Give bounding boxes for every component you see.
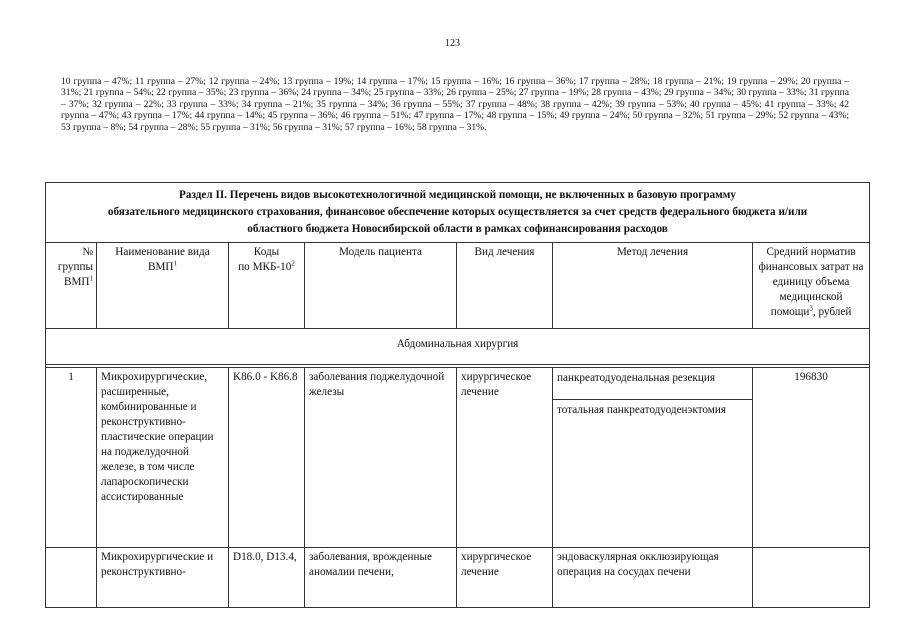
row-number	[46, 548, 97, 608]
header-patient-model: Модель пациента	[305, 243, 457, 329]
section-title-line-1: Раздел II. Перечень видов высокотехнологичной медицинской помощи, не включенных в базовую программу	[179, 189, 736, 201]
row-vmp-name: Микрохирургические и реконструктивно-	[97, 548, 229, 608]
header-group-number-vmp: ВМП	[64, 276, 90, 288]
header-group-number-sign: №	[82, 246, 93, 258]
header-cost-text: Средний норматив финансовых затрат на единицу объема медицинской помощи	[758, 246, 864, 318]
section-title-row	[46, 183, 870, 243]
row-cost: 196830	[753, 368, 870, 548]
table-row	[46, 548, 870, 608]
subsection-row	[46, 329, 870, 365]
row-icd-codes: D18.0, D13.4,	[229, 548, 305, 608]
row-patient-model: заболевания, врожденные аномалии печени,	[305, 548, 457, 608]
header-vmp-name-line-2: ВМП	[148, 261, 174, 273]
footnote-ref: 2	[291, 259, 295, 268]
footnote-ref: 1	[89, 274, 93, 283]
header-cost-tail: , рублей	[812, 306, 852, 318]
header-vmp-name-line-1: Наименование вида	[115, 246, 210, 258]
header-cost	[753, 243, 870, 329]
header-treatment-method: Метод лечения	[553, 243, 753, 329]
row-icd-codes: K86.0 - K86.8	[229, 368, 305, 548]
section-title	[46, 183, 870, 243]
row-treatment-methods	[553, 368, 753, 548]
row-vmp-name: Микрохирургические, расширенные, комбинированные и реконструктивно-пластические операции на поджелудочной железе, в том числе лапароскопически ассистированные	[97, 368, 229, 548]
row-patient-model: заболевания поджелудочной железы	[305, 368, 457, 548]
row-treatment-method: эндоваскулярная окклюзирующая операция на сосудах печени	[553, 548, 753, 608]
group-percentages-paragraph: 10 группа – 47%; 11 группа – 27%; 12 группа – 24%; 13 группа – 19%; 14 группа – 17%; 15 группа – 16%; 16 группа – 36%; 17 группа – 28%; 18 группа – 21%; 19 группа – 29%; 20 группа – 31%; 21 группа – 54%; 22 группа – 35%; 23 группа – 36%; 24 группа – 34%; 25 группа – 33%; 26 группа – 25%; 27 группа – 19%; 28 группа – 43%; 29 группа – 34%; 30 группа – 33%; 31 группа – 37%; 32 группа – 22%; 33 группа – 33%; 34 группа – 21%; 35 группа – 34%; 36 группа – 55%; 37 группа – 48%; 38 группа – 42%; 39 группа – 53%; 40 группа – 45%; 41 группа – 33%; 42 группа – 47%; 43 группа – 17%; 44 группа – 14%; 45 группа – 36%; 46 группа – 51%; 47 группа – 17%; 48 группа – 15%; 49 группа – 24%; 50 группа – 32%; 51 группа – 29%; 52 группа – 43%; 53 группа – 8%; 54 группа – 28%; 55 группа – 31%; 56 группа – 31%; 57 группа – 16%; 58 группа – 31%.	[61, 76, 849, 133]
method-item: панкреатодуоденальная резекция	[553, 368, 752, 400]
header-group-number	[46, 243, 97, 329]
header-group-number-word: группы	[57, 261, 93, 273]
footnote-ref: 1	[173, 259, 177, 268]
header-icd-codes-line-2: по МКБ-10	[238, 261, 292, 273]
row-treatment-type: хирургическое лечение	[457, 548, 553, 608]
row-cost	[753, 548, 870, 608]
row-treatment-type: хирургическое лечение	[457, 368, 553, 548]
header-treatment-type: Вид лечения	[457, 243, 553, 329]
subsection-title: Абдоминальная хирургия	[46, 329, 870, 365]
section-title-line-2: обязательного медицинского страхования, финансовое обеспечение которых осуществляется за счет средств федерального бюджета и/или	[107, 206, 808, 218]
page-number: 123	[445, 38, 460, 49]
table-row	[46, 368, 870, 548]
header-icd-codes-line-1: Коды	[253, 246, 280, 258]
header-icd-codes	[229, 243, 305, 329]
row-number: 1	[46, 368, 97, 548]
footnote-ref: 3	[809, 304, 813, 313]
column-header-row	[46, 243, 870, 329]
method-item: тотальная панкреатодуоденэктомия	[557, 404, 726, 416]
section-title-line-3: областного бюджета Новосибирской области в рамках софинансирования расходов	[247, 223, 668, 235]
vmp-table	[45, 182, 870, 608]
header-vmp-name	[97, 243, 229, 329]
